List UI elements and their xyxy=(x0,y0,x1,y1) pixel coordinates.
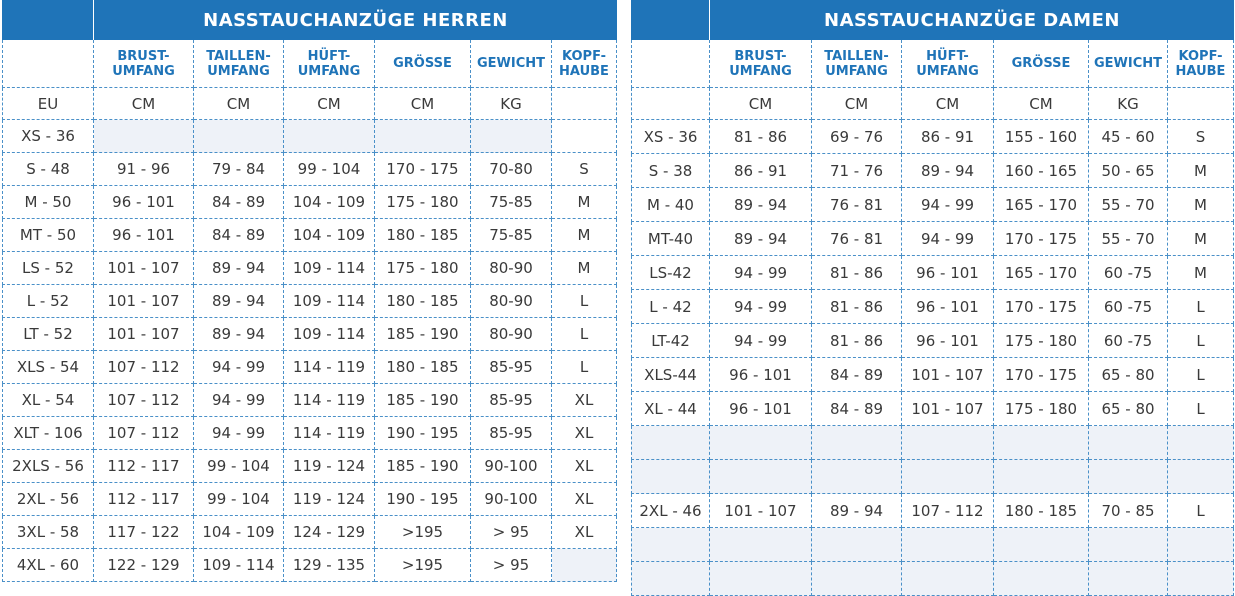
size-value: 89 - 94 xyxy=(194,252,284,285)
size-value xyxy=(902,460,994,494)
header-corner xyxy=(2,0,94,40)
size-value: 86 - 91 xyxy=(710,154,812,188)
size-value: 91 - 96 xyxy=(94,153,194,186)
size-value: 107 - 112 xyxy=(902,494,994,528)
size-value: 90-100 xyxy=(471,450,552,483)
size-value: 175 - 180 xyxy=(375,186,471,219)
size-value xyxy=(1168,460,1234,494)
size-value: L xyxy=(1168,290,1234,324)
size-value: 60 -75 xyxy=(1089,324,1168,358)
size-label: M - 40 xyxy=(631,188,710,222)
size-value xyxy=(552,549,617,582)
table-row xyxy=(631,528,1234,562)
column-header: BRUST- UMFANG xyxy=(94,40,194,88)
size-value xyxy=(1168,426,1234,460)
table-row xyxy=(631,290,1234,324)
size-label: 3XL - 58 xyxy=(2,516,94,549)
size-value: 180 - 185 xyxy=(994,494,1089,528)
size-value: XL xyxy=(552,417,617,450)
size-value: XL xyxy=(552,483,617,516)
size-value: 180 - 185 xyxy=(375,351,471,384)
unit-cell: CM xyxy=(94,88,194,120)
size-value: 89 - 94 xyxy=(710,188,812,222)
size-value xyxy=(902,426,994,460)
size-value: 80-90 xyxy=(471,318,552,351)
size-label: S - 48 xyxy=(2,153,94,186)
size-value: 60 -75 xyxy=(1089,290,1168,324)
size-value: 86 - 91 xyxy=(902,120,994,154)
size-label: XS - 36 xyxy=(2,120,94,153)
size-value: > 95 xyxy=(471,549,552,582)
size-label: XLS-44 xyxy=(631,358,710,392)
table-row xyxy=(2,549,617,582)
size-value: 180 - 185 xyxy=(375,285,471,318)
size-value: 96 - 101 xyxy=(710,358,812,392)
table-row xyxy=(2,483,617,516)
size-value: 70-80 xyxy=(471,153,552,186)
table-row xyxy=(631,120,1234,154)
table-row xyxy=(631,154,1234,188)
size-value: 114 - 119 xyxy=(284,417,375,450)
size-value xyxy=(812,460,902,494)
column-header: GEWICHT xyxy=(1089,40,1168,88)
size-value: 94 - 99 xyxy=(710,256,812,290)
table-title: NASSTAUCHANZÜGE DAMEN xyxy=(710,0,1234,40)
size-value: 104 - 109 xyxy=(194,516,284,549)
table-row xyxy=(2,186,617,219)
size-value: 175 - 180 xyxy=(375,252,471,285)
table-row xyxy=(2,120,617,153)
size-value: 119 - 124 xyxy=(284,483,375,516)
size-value: 101 - 107 xyxy=(94,318,194,351)
size-value: 69 - 76 xyxy=(812,120,902,154)
column-header: GRÖSSE xyxy=(375,40,471,88)
size-value: 112 - 117 xyxy=(94,483,194,516)
table-row xyxy=(631,494,1234,528)
table-row xyxy=(2,450,617,483)
size-value: 71 - 76 xyxy=(812,154,902,188)
size-value: L xyxy=(1168,392,1234,426)
size-value: M xyxy=(1168,256,1234,290)
size-value: 89 - 94 xyxy=(194,318,284,351)
size-value: 165 - 170 xyxy=(994,256,1089,290)
size-label xyxy=(631,426,710,460)
size-value: 101 - 107 xyxy=(902,358,994,392)
size-value: 80-90 xyxy=(471,285,552,318)
size-value: 99 - 104 xyxy=(284,153,375,186)
size-value xyxy=(284,120,375,153)
size-value: M xyxy=(552,252,617,285)
size-value xyxy=(1168,528,1234,562)
size-label: 2XLS - 56 xyxy=(2,450,94,483)
size-value: 107 - 112 xyxy=(94,384,194,417)
size-value xyxy=(994,426,1089,460)
column-header: HÜFT- UMFANG xyxy=(284,40,375,88)
size-value: 170 - 175 xyxy=(994,222,1089,256)
size-value xyxy=(194,120,284,153)
size-label: XS - 36 xyxy=(631,120,710,154)
table-row xyxy=(631,426,1234,460)
size-label: LS-42 xyxy=(631,256,710,290)
column-header xyxy=(631,40,710,88)
size-value: 101 - 107 xyxy=(94,252,194,285)
size-value: 96 - 101 xyxy=(902,290,994,324)
unit-cell: EU xyxy=(2,88,94,120)
size-value: 84 - 89 xyxy=(194,186,284,219)
table-row xyxy=(2,285,617,318)
size-value: 96 - 101 xyxy=(902,256,994,290)
size-value: M xyxy=(552,186,617,219)
size-value: 81 - 86 xyxy=(710,120,812,154)
size-label: 2XL - 46 xyxy=(631,494,710,528)
size-value: 75-85 xyxy=(471,219,552,252)
size-value: 65 - 80 xyxy=(1089,392,1168,426)
size-label: XLT - 106 xyxy=(2,417,94,450)
size-value: 190 - 195 xyxy=(375,417,471,450)
size-value: 90-100 xyxy=(471,483,552,516)
size-value: 70 - 85 xyxy=(1089,494,1168,528)
size-value: 96 - 101 xyxy=(902,324,994,358)
unit-cell: CM xyxy=(284,88,375,120)
size-value: 80-90 xyxy=(471,252,552,285)
size-value xyxy=(1089,460,1168,494)
size-label: MT - 50 xyxy=(2,219,94,252)
men-size-table xyxy=(2,0,617,582)
size-value: 76 - 81 xyxy=(812,222,902,256)
size-value: > 95 xyxy=(471,516,552,549)
size-value: 89 - 94 xyxy=(710,222,812,256)
size-label: LT-42 xyxy=(631,324,710,358)
column-header: KOPF- HAUBE xyxy=(1168,40,1234,88)
size-value: 55 - 70 xyxy=(1089,222,1168,256)
size-value xyxy=(1089,528,1168,562)
size-value: 112 - 117 xyxy=(94,450,194,483)
size-value: 155 - 160 xyxy=(994,120,1089,154)
size-value: 109 - 114 xyxy=(194,549,284,582)
table-row xyxy=(631,358,1234,392)
size-value: M xyxy=(552,219,617,252)
size-value xyxy=(902,528,994,562)
table-row xyxy=(631,324,1234,358)
size-value: 104 - 109 xyxy=(284,219,375,252)
column-header: TAILLEN- UMFANG xyxy=(194,40,284,88)
size-value xyxy=(710,528,812,562)
table-row xyxy=(631,256,1234,290)
size-value: 94 - 99 xyxy=(194,384,284,417)
size-value: 75-85 xyxy=(471,186,552,219)
unit-cell: KG xyxy=(1089,88,1168,120)
size-value xyxy=(471,120,552,153)
size-label: XL - 54 xyxy=(2,384,94,417)
size-value: 60 -75 xyxy=(1089,256,1168,290)
unit-cell: CM xyxy=(194,88,284,120)
size-value: 96 - 101 xyxy=(94,186,194,219)
size-value: 94 - 99 xyxy=(194,351,284,384)
size-label: XLS - 54 xyxy=(2,351,94,384)
size-value: 180 - 185 xyxy=(375,219,471,252)
size-label: M - 50 xyxy=(2,186,94,219)
size-value: 185 - 190 xyxy=(375,450,471,483)
column-header: HÜFT- UMFANG xyxy=(902,40,994,88)
size-label: LS - 52 xyxy=(2,252,94,285)
size-value: 76 - 81 xyxy=(812,188,902,222)
size-value: 124 - 129 xyxy=(284,516,375,549)
size-label: L - 42 xyxy=(631,290,710,324)
size-label: 4XL - 60 xyxy=(2,549,94,582)
table-title: NASSTAUCHANZÜGE HERREN xyxy=(94,0,617,40)
size-value: L xyxy=(552,351,617,384)
size-value xyxy=(94,120,194,153)
size-value xyxy=(812,426,902,460)
size-label: S - 38 xyxy=(631,154,710,188)
table-row xyxy=(2,516,617,549)
size-value: 104 - 109 xyxy=(284,186,375,219)
size-value: 79 - 84 xyxy=(194,153,284,186)
size-label xyxy=(631,528,710,562)
size-label: XL - 44 xyxy=(631,392,710,426)
size-value: 185 - 190 xyxy=(375,384,471,417)
size-value: 114 - 119 xyxy=(284,384,375,417)
size-value: L xyxy=(552,318,617,351)
size-value: M xyxy=(1168,154,1234,188)
size-value: XL xyxy=(552,516,617,549)
size-value xyxy=(375,120,471,153)
size-value: 117 - 122 xyxy=(94,516,194,549)
unit-cell xyxy=(552,88,617,120)
size-value: 85-95 xyxy=(471,384,552,417)
size-value: 45 - 60 xyxy=(1089,120,1168,154)
column-header: GRÖSSE xyxy=(994,40,1089,88)
size-value: 170 - 175 xyxy=(375,153,471,186)
column-header: GEWICHT xyxy=(471,40,552,88)
size-value: 175 - 180 xyxy=(994,324,1089,358)
size-value: 101 - 107 xyxy=(710,494,812,528)
size-value: 89 - 94 xyxy=(812,494,902,528)
column-header xyxy=(2,40,94,88)
size-label: L - 52 xyxy=(2,285,94,318)
size-value: 94 - 99 xyxy=(710,290,812,324)
size-value: 170 - 175 xyxy=(994,358,1089,392)
size-value: S xyxy=(552,153,617,186)
size-value: 94 - 99 xyxy=(902,222,994,256)
table-row xyxy=(2,252,617,285)
size-label: MT-40 xyxy=(631,222,710,256)
size-value: 109 - 114 xyxy=(284,318,375,351)
unit-cell: CM xyxy=(710,88,812,120)
size-value: 114 - 119 xyxy=(284,351,375,384)
size-value xyxy=(994,528,1089,562)
size-value: 94 - 99 xyxy=(194,417,284,450)
size-value: 99 - 104 xyxy=(194,483,284,516)
size-value: >195 xyxy=(375,549,471,582)
header-corner xyxy=(631,0,710,40)
unit-cell: KG xyxy=(471,88,552,120)
size-value: 89 - 94 xyxy=(194,285,284,318)
size-label xyxy=(631,460,710,494)
size-value: M xyxy=(1168,222,1234,256)
size-value: 190 - 195 xyxy=(375,483,471,516)
size-label: 2XL - 56 xyxy=(2,483,94,516)
column-header: KOPF- HAUBE xyxy=(552,40,617,88)
table-row xyxy=(2,318,617,351)
size-value: 85-95 xyxy=(471,351,552,384)
size-value: 165 - 170 xyxy=(994,188,1089,222)
size-value: 81 - 86 xyxy=(812,290,902,324)
size-value: 55 - 70 xyxy=(1089,188,1168,222)
size-value: S xyxy=(1168,120,1234,154)
size-value: 85-95 xyxy=(471,417,552,450)
size-value: 170 - 175 xyxy=(994,290,1089,324)
size-value: 84 - 89 xyxy=(812,358,902,392)
unit-cell: CM xyxy=(375,88,471,120)
size-value: XL xyxy=(552,450,617,483)
column-header: BRUST- UMFANG xyxy=(710,40,812,88)
size-value: M xyxy=(1168,188,1234,222)
size-value xyxy=(552,120,617,153)
size-value: 81 - 86 xyxy=(812,256,902,290)
unit-cell: CM xyxy=(902,88,994,120)
size-value: 175 - 180 xyxy=(994,392,1089,426)
table-row xyxy=(2,219,617,252)
size-value: 99 - 104 xyxy=(194,450,284,483)
size-value: 81 - 86 xyxy=(812,324,902,358)
size-value: L xyxy=(1168,494,1234,528)
size-value: 89 - 94 xyxy=(902,154,994,188)
size-value xyxy=(1089,426,1168,460)
size-value: L xyxy=(552,285,617,318)
size-value xyxy=(994,460,1089,494)
size-value: 101 - 107 xyxy=(94,285,194,318)
size-value: 84 - 89 xyxy=(194,219,284,252)
unit-cell xyxy=(1168,88,1234,120)
size-value: 122 - 129 xyxy=(94,549,194,582)
size-value xyxy=(710,426,812,460)
table-row xyxy=(2,153,617,186)
size-value: 109 - 114 xyxy=(284,285,375,318)
table-row xyxy=(631,188,1234,222)
table-row xyxy=(2,384,617,417)
size-value: L xyxy=(1168,358,1234,392)
size-value: 129 - 135 xyxy=(284,549,375,582)
column-header: TAILLEN- UMFANG xyxy=(812,40,902,88)
unit-cell: CM xyxy=(994,88,1089,120)
size-value: >195 xyxy=(375,516,471,549)
size-label: LT - 52 xyxy=(2,318,94,351)
size-value xyxy=(812,528,902,562)
size-value: XL xyxy=(552,384,617,417)
size-value: 96 - 101 xyxy=(710,392,812,426)
size-value: 185 - 190 xyxy=(375,318,471,351)
table-row xyxy=(2,351,617,384)
table-row xyxy=(2,417,617,450)
table-row xyxy=(631,460,1234,494)
size-value: L xyxy=(1168,324,1234,358)
size-value: 119 - 124 xyxy=(284,450,375,483)
size-value: 94 - 99 xyxy=(710,324,812,358)
size-value xyxy=(710,460,812,494)
size-value: 107 - 112 xyxy=(94,351,194,384)
size-value: 50 - 65 xyxy=(1089,154,1168,188)
size-value: 96 - 101 xyxy=(94,219,194,252)
table-row xyxy=(631,222,1234,256)
women-size-table xyxy=(631,0,1234,596)
size-value: 109 - 114 xyxy=(284,252,375,285)
table-row xyxy=(631,392,1234,426)
size-value: 101 - 107 xyxy=(902,392,994,426)
size-value: 94 - 99 xyxy=(902,188,994,222)
size-value: 84 - 89 xyxy=(812,392,902,426)
unit-cell: CM xyxy=(812,88,902,120)
unit-cell xyxy=(631,88,710,120)
size-value: 65 - 80 xyxy=(1089,358,1168,392)
size-value: 160 - 165 xyxy=(994,154,1089,188)
size-value: 107 - 112 xyxy=(94,417,194,450)
